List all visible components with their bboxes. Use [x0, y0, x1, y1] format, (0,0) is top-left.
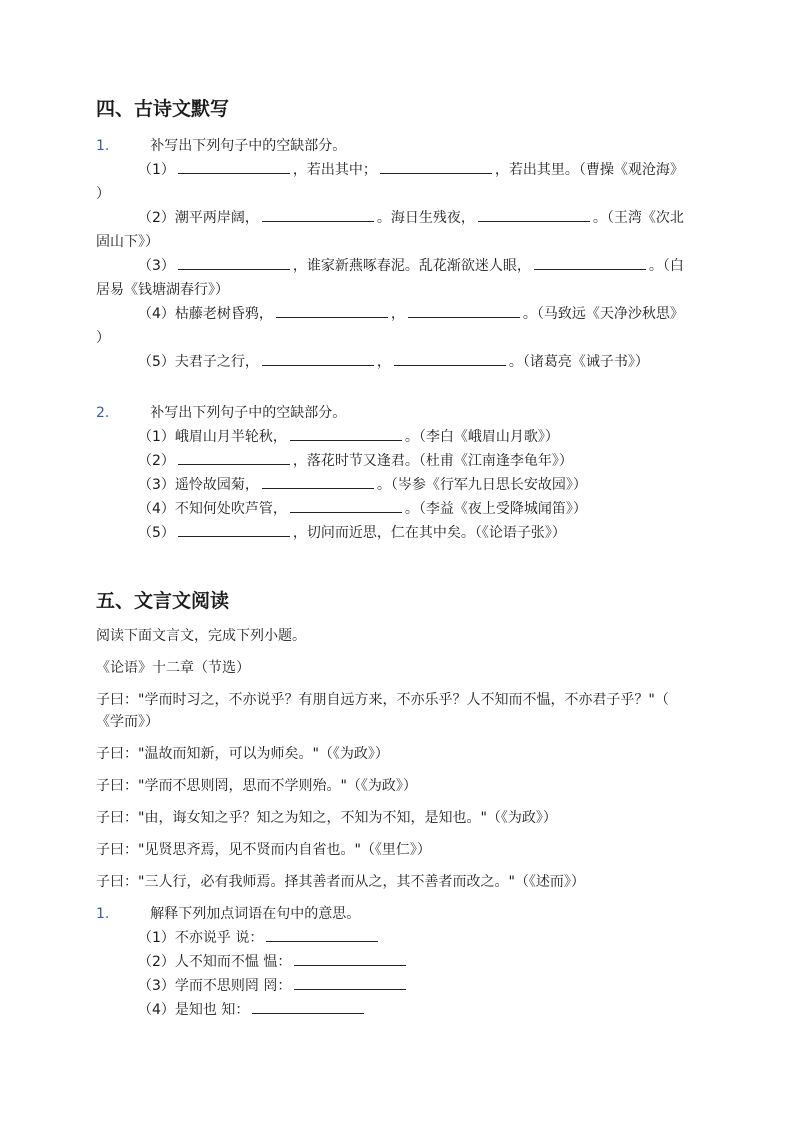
section-title-classical-reading: 五、文言文阅读	[96, 590, 230, 612]
item-text: 。（李白《峨眉山月歌》）	[404, 429, 559, 445]
item-text: ，	[390, 306, 405, 322]
item-text: （1）	[138, 162, 175, 178]
definition-item	[138, 928, 381, 948]
answer-blank[interactable]	[294, 977, 406, 990]
question-2-instruction	[96, 403, 346, 423]
item-text: ，若出其中；	[292, 162, 377, 178]
reading-source-title: 《论语》十二章（节选）	[96, 660, 250, 676]
reading-question-1-instruction	[96, 904, 360, 924]
item-wrap-text: ）	[96, 330, 110, 346]
fill-item	[138, 208, 684, 228]
fill-item	[138, 523, 566, 543]
item-text: ，谁家新燕啄春泥。乱花渐欲迷人眼，	[292, 258, 531, 274]
item-text: ，落花时节又逢君。（杜甫《江南逢李龟年》）	[292, 453, 573, 469]
answer-blank[interactable]	[262, 476, 374, 489]
item-text: 。海日生残夜，	[376, 210, 475, 226]
passage-line: 子曰："由，诲女知之乎？知之为知之，不知为不知，是知也。"（《为政》）	[96, 810, 557, 826]
reading-intro: 阅读下面文言文，完成下列小题。	[96, 628, 306, 644]
question-number: 2.	[96, 405, 110, 421]
definition-item	[138, 952, 409, 972]
fill-item	[138, 427, 559, 447]
fill-item	[138, 160, 684, 180]
item-text: （1）峨眉山月半轮秋，	[138, 429, 287, 445]
item-text: （2）潮平两岸阔，	[138, 210, 259, 226]
passage-line: 子曰："三人行，必有我师焉。择其善者而从之，其不善者而改之。"（《述而》）	[96, 874, 585, 890]
fill-item	[138, 352, 649, 372]
answer-blank[interactable]	[178, 161, 290, 174]
item-wrap-text: 固山下》）	[96, 234, 159, 250]
item-text: ，	[376, 354, 391, 370]
answer-blank[interactable]	[294, 953, 406, 966]
section-title-ancient-poetry: 四、古诗文默写	[96, 98, 230, 120]
item-text: （5）	[138, 525, 175, 541]
answer-blank[interactable]	[380, 161, 492, 174]
instruction-text: 补写出下列句子中的空缺部分。	[150, 405, 347, 421]
answer-blank[interactable]	[266, 929, 378, 942]
item-text: （4）枯藤老树昏鸦，	[138, 306, 273, 322]
fill-item	[138, 475, 587, 495]
instruction-text: 补写出下列句子中的空缺部分。	[150, 138, 347, 154]
item-text: （3）遥怜故园菊，	[138, 477, 259, 493]
passage-line: 子曰："见贤思齐焉，见不贤而内自省也。"（《里仁》）	[96, 842, 431, 858]
item-text: ，若出其里。（曹操《观沧海》	[494, 162, 684, 178]
answer-blank[interactable]	[408, 305, 520, 318]
answer-blank[interactable]	[178, 452, 290, 465]
item-text: 。（岑参《行军九日思长安故园》）	[376, 477, 587, 493]
answer-blank[interactable]	[252, 1001, 364, 1014]
answer-blank[interactable]	[478, 209, 590, 222]
item-text: 。（王湾《次北	[592, 210, 684, 226]
item-wrap-text: ）	[96, 186, 110, 202]
passage-line: 子曰："学而时习之，不亦说乎？有朋自远方来，不亦乐乎？人不知而不愠，不亦君子乎？"（	[96, 692, 669, 708]
answer-blank[interactable]	[290, 500, 402, 513]
answer-blank[interactable]	[262, 353, 374, 366]
item-text: （3）学而不思则罔 罔：	[138, 978, 292, 994]
passage-line: 子曰："学而不思则罔，思而不学则殆。"（《为政》）	[96, 778, 417, 794]
answer-blank[interactable]	[534, 257, 646, 270]
answer-blank[interactable]	[290, 428, 402, 441]
definition-item	[138, 1000, 367, 1020]
answer-blank[interactable]	[178, 524, 290, 537]
item-text: （3）	[138, 258, 175, 274]
fill-item	[138, 304, 684, 324]
passage-line: 子曰："温故而知新，可以为师矣。"（《为政》）	[96, 746, 389, 762]
instruction-text: 解释下列加点词语在句中的意思。	[150, 906, 361, 922]
item-text: （5）夫君子之行，	[138, 354, 259, 370]
question-number: 1.	[96, 138, 110, 154]
item-text: （1）不亦说乎 说：	[138, 930, 264, 946]
question-number: 1.	[96, 906, 110, 922]
fill-item	[138, 499, 587, 519]
item-text: （2）	[138, 453, 175, 469]
item-text: （2）人不知而不愠 愠：	[138, 954, 292, 970]
item-wrap-text: 居易《钱塘湖春行》）	[96, 282, 229, 298]
answer-blank[interactable]	[178, 257, 290, 270]
fill-item	[138, 256, 684, 276]
answer-blank[interactable]	[394, 353, 506, 366]
answer-blank[interactable]	[276, 305, 388, 318]
passage-line-wrap: 《学而》）	[96, 714, 159, 730]
item-text: （4）不知何处吹芦管，	[138, 501, 287, 517]
definition-item	[138, 976, 409, 996]
item-text: 。（马致远《天净沙秋思》	[522, 306, 684, 322]
item-text: 。（李益《夜上受降城闻笛》）	[404, 501, 587, 517]
fill-item	[138, 451, 573, 471]
item-text: （4）是知也 知：	[138, 1002, 250, 1018]
item-text: 。（白	[648, 258, 684, 274]
answer-blank[interactable]	[262, 209, 374, 222]
question-1-instruction	[96, 136, 346, 156]
item-text: 。（诸葛亮《诫子书》）	[508, 354, 649, 370]
item-text: ，切问而近思，仁在其中矣。（《论语子张》）	[292, 525, 566, 541]
